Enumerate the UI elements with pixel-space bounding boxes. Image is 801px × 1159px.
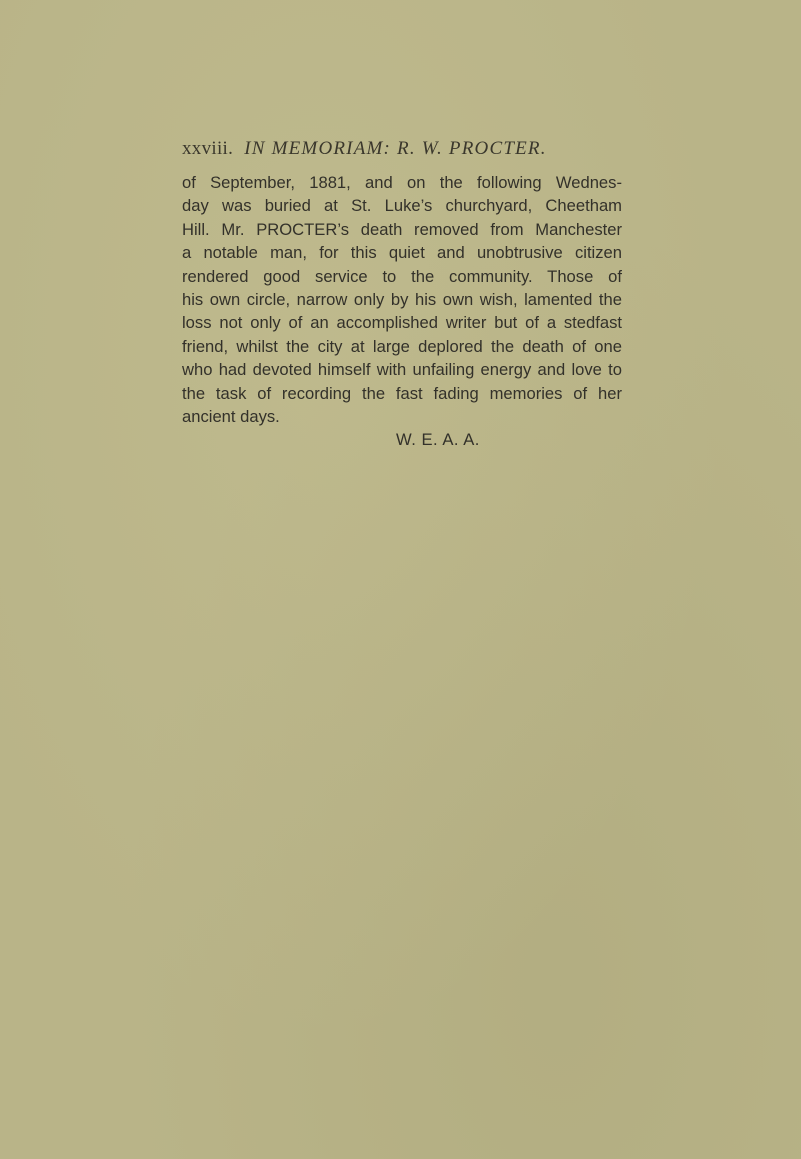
author-initials: W. E. A. A.: [396, 430, 480, 449]
running-head: [182, 138, 547, 160]
text-line: ancient days.: [182, 406, 280, 426]
page-number: xxviii.: [182, 138, 234, 159]
text-line: rendered good service to the community. Those of: [182, 266, 622, 286]
text-line: a notable man, for this quiet and unobtrusive citizen: [182, 243, 622, 263]
text-line: day was buried at St. Luke’s churchyard, Cheetham: [182, 196, 622, 216]
text-line: Hill. Mr. PROCTER’s death removed from Manchester: [182, 219, 622, 239]
text-line: who had devoted himself with unfailing energy and love to: [182, 360, 622, 380]
text-line: the task of recording the fast fading memories of her: [182, 383, 622, 403]
memorial-paragraph: [182, 171, 622, 428]
text-line: of September, 1881, and on the following Wednes-: [182, 173, 622, 192]
text-line: friend, whilst the city at large deplored the death of one: [182, 336, 622, 356]
running-title: IN MEMORIAM: R. W. PROCTER.: [244, 138, 547, 159]
text-line: loss not only of an accomplished writer but of a stedfast: [182, 313, 622, 333]
text-line: his own circle, narrow only by his own wish, lamented the: [182, 289, 622, 309]
